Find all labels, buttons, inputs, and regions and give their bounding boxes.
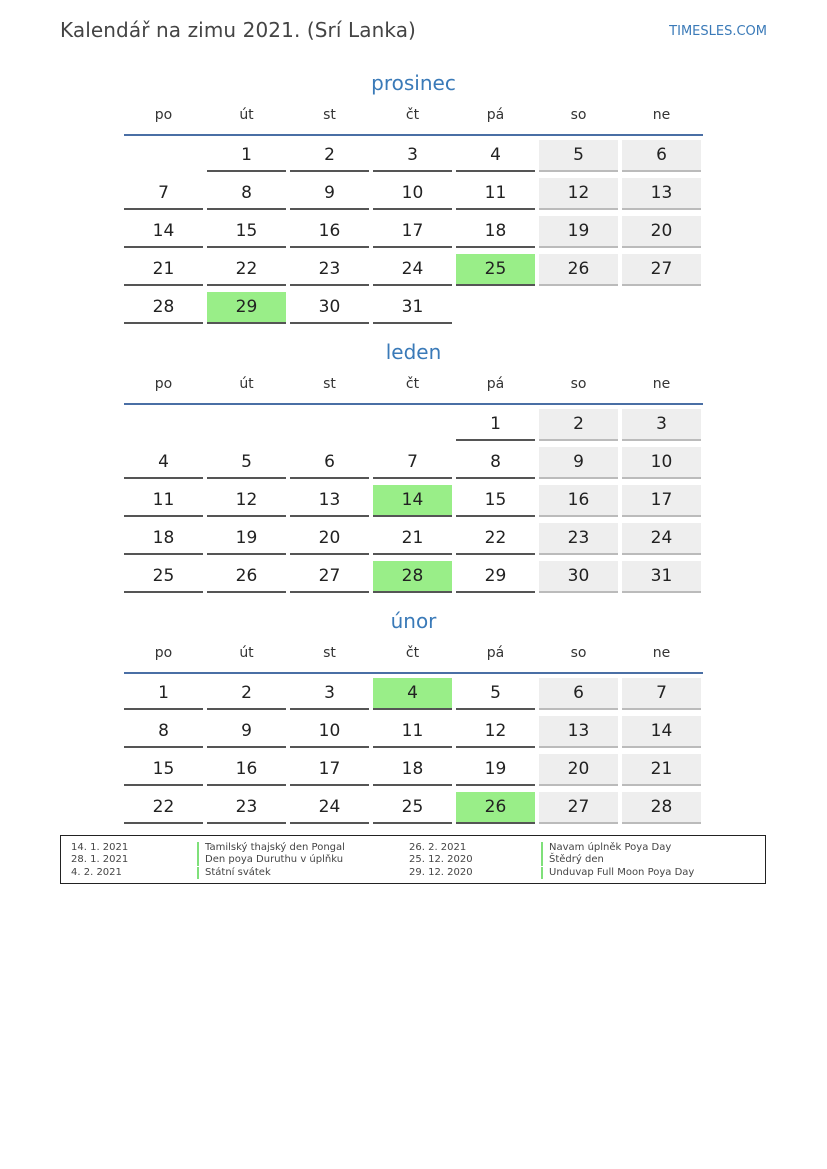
day-cell: 30: [290, 292, 369, 324]
day-cell: 1: [124, 678, 203, 710]
day-cell: 12: [539, 178, 618, 210]
legend-date: 29. 12. 2020: [409, 867, 473, 878]
day-cell: 22: [124, 792, 203, 824]
day-cell: 12: [456, 716, 535, 748]
weekday-label: čt: [405, 376, 420, 392]
day-cell: 18: [456, 216, 535, 248]
weekday-label: pá: [486, 376, 505, 392]
day-cell: 23: [290, 254, 369, 286]
day-cell: 21: [622, 754, 701, 786]
holiday-day-cell: 29: [207, 292, 286, 324]
day-cell: 1: [456, 409, 535, 441]
day-cell: 8: [456, 447, 535, 479]
day-cell: 22: [456, 523, 535, 555]
holiday-day-cell: 28: [373, 561, 452, 593]
weekday-label: po: [154, 645, 173, 661]
day-cell: 31: [622, 561, 701, 593]
weekday-label: pá: [486, 107, 505, 123]
empty-day-cell: [124, 409, 203, 441]
weekday-label: so: [570, 645, 587, 661]
day-cell: 10: [373, 178, 452, 210]
day-cell: 15: [124, 754, 203, 786]
day-cell: 29: [456, 561, 535, 593]
day-cell: 21: [373, 523, 452, 555]
weekday-label: st: [323, 107, 336, 123]
holiday-day-cell: 14: [373, 485, 452, 517]
legend-holiday-name: Unduvap Full Moon Poya Day: [541, 867, 694, 879]
site-link[interactable]: TIMESLES.COM: [669, 24, 767, 39]
day-cell: 8: [207, 178, 286, 210]
month-title: únor: [390, 609, 437, 633]
legend-date: 28. 1. 2021: [71, 854, 129, 865]
day-cell: 3: [622, 409, 701, 441]
day-cell: 20: [290, 523, 369, 555]
day-cell: 17: [622, 485, 701, 517]
day-cell: 23: [539, 523, 618, 555]
weekday-label: čt: [405, 645, 420, 661]
day-cell: 27: [539, 792, 618, 824]
weekday-label: so: [570, 376, 587, 392]
day-cell: 27: [622, 254, 701, 286]
weekday-label: út: [239, 107, 254, 123]
legend-date: 26. 2. 2021: [409, 842, 467, 853]
page-title: Kalendář na zimu 2021. (Srí Lanka): [60, 18, 416, 42]
month-december: [124, 68, 703, 330]
holiday-day-cell: 26: [456, 792, 535, 824]
day-cell: 22: [207, 254, 286, 286]
weekday-label: st: [323, 376, 336, 392]
day-cell: 5: [207, 447, 286, 479]
day-cell: 27: [290, 561, 369, 593]
weekday-label: pá: [486, 645, 505, 661]
legend-holiday-name: Navam úplněk Poya Day: [541, 842, 671, 854]
empty-day-cell: [373, 409, 452, 441]
weekday-label: ne: [652, 645, 671, 661]
holiday-day-cell: 25: [456, 254, 535, 286]
day-cell: 23: [207, 792, 286, 824]
day-cell: 21: [124, 254, 203, 286]
day-cell: 26: [539, 254, 618, 286]
day-cell: 16: [207, 754, 286, 786]
day-cell: 18: [373, 754, 452, 786]
weekday-label: st: [323, 645, 336, 661]
day-cell: 11: [456, 178, 535, 210]
day-cell: 4: [124, 447, 203, 479]
day-cell: 16: [290, 216, 369, 248]
day-cell: 17: [290, 754, 369, 786]
day-cell: 9: [539, 447, 618, 479]
day-cell: 31: [373, 292, 452, 324]
day-cell: 13: [290, 485, 369, 517]
day-cell: 3: [373, 140, 452, 172]
legend-row: [61, 867, 765, 879]
day-cell: 15: [207, 216, 286, 248]
day-cell: 12: [207, 485, 286, 517]
day-cell: 20: [622, 216, 701, 248]
day-cell: 14: [622, 716, 701, 748]
weekday-label: so: [570, 107, 587, 123]
day-cell: 10: [290, 716, 369, 748]
day-cell: 9: [207, 716, 286, 748]
day-cell: 13: [622, 178, 701, 210]
month-title: prosinec: [371, 71, 456, 95]
legend-holiday-name: Státní svátek: [197, 867, 271, 879]
weekday-label: út: [239, 376, 254, 392]
day-cell: 11: [124, 485, 203, 517]
weekday-header: [124, 98, 703, 136]
day-cell: 26: [207, 561, 286, 593]
day-cell: 17: [373, 216, 452, 248]
empty-day-cell: [539, 292, 618, 324]
day-cell: 28: [124, 292, 203, 324]
day-cell: 25: [124, 561, 203, 593]
day-cell: 2: [539, 409, 618, 441]
day-cell: 25: [373, 792, 452, 824]
day-cell: 7: [124, 178, 203, 210]
day-cell: 2: [290, 140, 369, 172]
empty-day-cell: [124, 140, 203, 172]
day-cell: 19: [456, 754, 535, 786]
legend-date: 4. 2. 2021: [71, 867, 122, 878]
day-cell: 14: [124, 216, 203, 248]
day-cell: 8: [124, 716, 203, 748]
day-cell: 15: [456, 485, 535, 517]
day-cell: 6: [290, 447, 369, 479]
legend-row: [61, 854, 765, 866]
day-cell: 13: [539, 716, 618, 748]
day-cell: 6: [539, 678, 618, 710]
weekday-label: čt: [405, 107, 420, 123]
day-cell: 1: [207, 140, 286, 172]
legend-row: [61, 842, 765, 854]
day-cell: 3: [290, 678, 369, 710]
empty-day-cell: [456, 292, 535, 324]
day-cell: 24: [373, 254, 452, 286]
day-cell: 24: [622, 523, 701, 555]
weekday-label: po: [154, 376, 173, 392]
weekday-label: út: [239, 645, 254, 661]
day-cell: 9: [290, 178, 369, 210]
day-cell: 28: [622, 792, 701, 824]
legend-holiday-name: Štědrý den: [541, 854, 604, 866]
day-cell: 10: [622, 447, 701, 479]
weekday-header: [124, 636, 703, 674]
day-cell: 24: [290, 792, 369, 824]
day-grid: [124, 409, 703, 599]
day-cell: 18: [124, 523, 203, 555]
day-cell: 7: [622, 678, 701, 710]
day-cell: 11: [373, 716, 452, 748]
weekday-header: [124, 367, 703, 405]
day-cell: 20: [539, 754, 618, 786]
month-january: [124, 337, 703, 599]
day-cell: 19: [207, 523, 286, 555]
day-grid: [124, 140, 703, 330]
day-grid: [124, 678, 703, 830]
day-cell: 7: [373, 447, 452, 479]
weekday-label: po: [154, 107, 173, 123]
holiday-legend: [60, 835, 766, 884]
day-cell: 4: [456, 140, 535, 172]
day-cell: 2: [207, 678, 286, 710]
day-cell: 5: [456, 678, 535, 710]
legend-holiday-name: Den poya Duruthu v úplňku: [197, 854, 343, 866]
legend-holiday-name: Tamilský thajský den Pongal: [197, 842, 345, 854]
month-title: leden: [385, 340, 442, 364]
day-cell: 16: [539, 485, 618, 517]
month-february: [124, 606, 703, 830]
legend-date: 25. 12. 2020: [409, 854, 473, 865]
weekday-label: ne: [652, 376, 671, 392]
day-cell: 19: [539, 216, 618, 248]
holiday-day-cell: 4: [373, 678, 452, 710]
weekday-label: ne: [652, 107, 671, 123]
empty-day-cell: [290, 409, 369, 441]
day-cell: 30: [539, 561, 618, 593]
day-cell: 5: [539, 140, 618, 172]
empty-day-cell: [207, 409, 286, 441]
empty-day-cell: [622, 292, 701, 324]
day-cell: 6: [622, 140, 701, 172]
legend-date: 14. 1. 2021: [71, 842, 129, 853]
